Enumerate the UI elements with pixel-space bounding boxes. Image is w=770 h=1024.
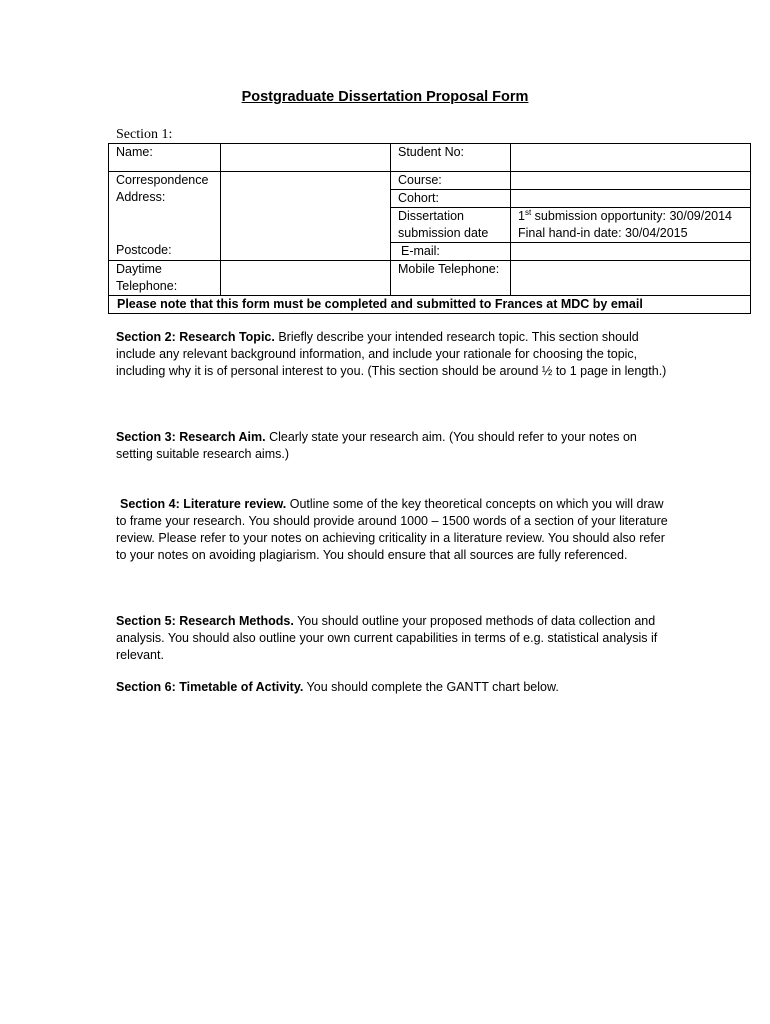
correspondence-address-label: Correspondence Address: xyxy=(116,173,209,204)
section-2-text: Briefly describe your intended research topic. This section should include any relevant background information, and include your rationale for choosing the topic, including why it is of personal interest to you. (This section should be around ½ to 1 page in length.) xyxy=(116,330,667,378)
section-5-heading: Section 5: Research Methods. xyxy=(116,614,294,628)
daytime-telephone-field[interactable] xyxy=(221,261,391,296)
section-2-heading: Section 2: Research Topic. xyxy=(116,330,275,344)
section-6-heading: Section 6: Timetable of Activity. xyxy=(116,680,304,694)
postcode-label: Postcode: xyxy=(116,243,172,257)
section-4-heading: Section 4: Literature review. xyxy=(120,497,287,511)
dissertation-submission-label: Dissertation submission date xyxy=(391,208,511,243)
section-3-heading: Section 3: Research Aim. xyxy=(116,430,266,444)
section-4-paragraph xyxy=(116,496,676,564)
student-no-label: Student No: xyxy=(391,144,511,172)
section-2-paragraph xyxy=(116,329,676,380)
cohort-label: Cohort: xyxy=(391,190,511,208)
submission-dates xyxy=(511,208,751,243)
section-4-text: Outline some of the key theoretical concepts on which you will draw to frame your research. You should provide around 1000 – 1500 words of a section of your literature review. Please refer to your notes on achieving criticality in a literature review. You should also refer to your notes on avoiding plagiarism. You should ensure that all sources are fully referenced. xyxy=(116,497,668,562)
mobile-telephone-label: Mobile Telephone: xyxy=(391,261,511,296)
name-label: Name: xyxy=(109,144,221,172)
correspondence-address-field[interactable] xyxy=(221,172,391,261)
form-title: Postgraduate Dissertation Proposal Form xyxy=(241,89,529,105)
final-hand-in-text: Final hand-in date: 30/04/2015 xyxy=(518,226,688,240)
mobile-telephone-field[interactable] xyxy=(511,261,751,296)
section-5-paragraph xyxy=(116,613,676,664)
section-5-text: You should outline your proposed methods of data collection and analysis. You should also outline your own current capabilities in terms of e.g. statistical analysis if relevant. xyxy=(116,614,658,662)
course-label: Course: xyxy=(391,172,511,190)
section-3-text: Clearly state your research aim. (You should refer to your notes on setting suitable research aims.) xyxy=(116,430,637,461)
email-field[interactable] xyxy=(511,243,751,261)
student-no-field[interactable] xyxy=(511,144,751,172)
section-3-paragraph xyxy=(116,429,676,463)
name-field[interactable] xyxy=(221,144,391,172)
daytime-telephone-label: Daytime Telephone: xyxy=(109,261,221,296)
section-1-heading: Section 1: xyxy=(116,127,173,142)
details-table xyxy=(108,143,751,314)
section-6-text: You should complete the GANTT chart below. xyxy=(303,680,559,694)
course-field[interactable] xyxy=(511,172,751,190)
first-submission-text: 1st submission opportunity: 30/09/2014 xyxy=(518,207,733,223)
email-label: E-mail: xyxy=(391,243,511,261)
section-6-paragraph xyxy=(116,679,676,696)
correspondence-address-cell xyxy=(109,172,221,261)
cohort-field[interactable] xyxy=(511,190,751,208)
submission-note: Please note that this form must be completed and submitted to Frances at MDC by email xyxy=(109,296,751,314)
